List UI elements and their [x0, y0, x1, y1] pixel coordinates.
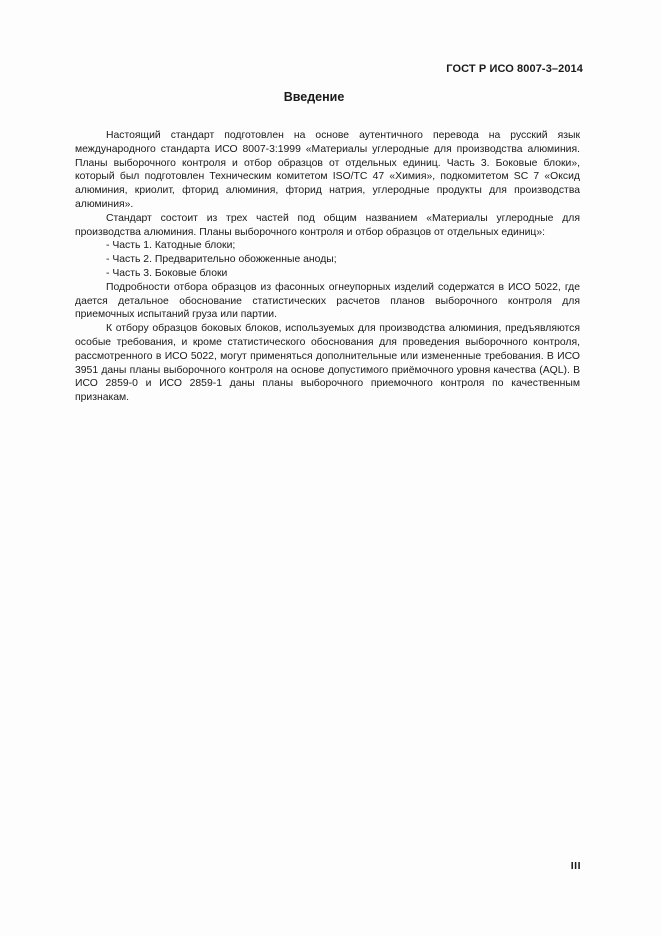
paragraph-origin: Настоящий стандарт подготовлен на основе аутентичного перевода на русский язык международного стандарта ИСО 8007-3:1999 «Материалы углеродные для производства алюминия. Планы выборочного контроля и отбор образцов от отдельных единиц. Часть 3. Боковые блоки», который был подготовлен Техническим комитетом ISO/TC 47 «Химия», подкомитетом SC 7 «Оксид алюминия, криолит, фторид алюминия, фторид натрия, углеродные продукты для производства алюминия».	[75, 130, 580, 210]
paragraph-structure: Стандарт состоит из трех частей под общим названием «Материалы углеродные для производства алюминия. Планы выборочного контроля и отбор образцов от отдельных единиц»:	[75, 212, 580, 238]
list-item-part-2: - Часть 2. Предварительно обожженные аноды;	[106, 254, 337, 266]
section-title: Введение	[283, 90, 345, 104]
page-number: III	[570, 860, 581, 872]
document-code: ГОСТ Р ИСО 8007-3–2014	[446, 63, 583, 75]
list-item-part-1: - Часть 1. Катодные блоки;	[106, 240, 236, 252]
paragraph-iso-5022: Подробности отбора образцов из фасонных огнеупорных изделий содержатся в ИСО 5022, где дается детальное обоснование статистических расчетов планов выборочного контроля для приемочных испытаний груза или партии.	[75, 281, 580, 321]
paragraph-requirements: К отбору образцов боковых блоков, используемых для производства алюминия, предъявляются особые требования, и кроме статистического обоснования для проведения выборочного контроля, рассмотренного в ИСО 5022, могут применяться дополнительные или измененные требования. В ИСО 3951 даны планы выборочного контроля на основе допустимого приёмочного уровня качества (AQL). В ИСО 2859-0 и ИСО 2859-1 даны планы выборочного приемочного контроля по качественным признакам.	[75, 323, 580, 404]
list-item-part-3: - Часть 3. Боковые блоки	[106, 267, 228, 279]
body-text	[75, 129, 580, 405]
